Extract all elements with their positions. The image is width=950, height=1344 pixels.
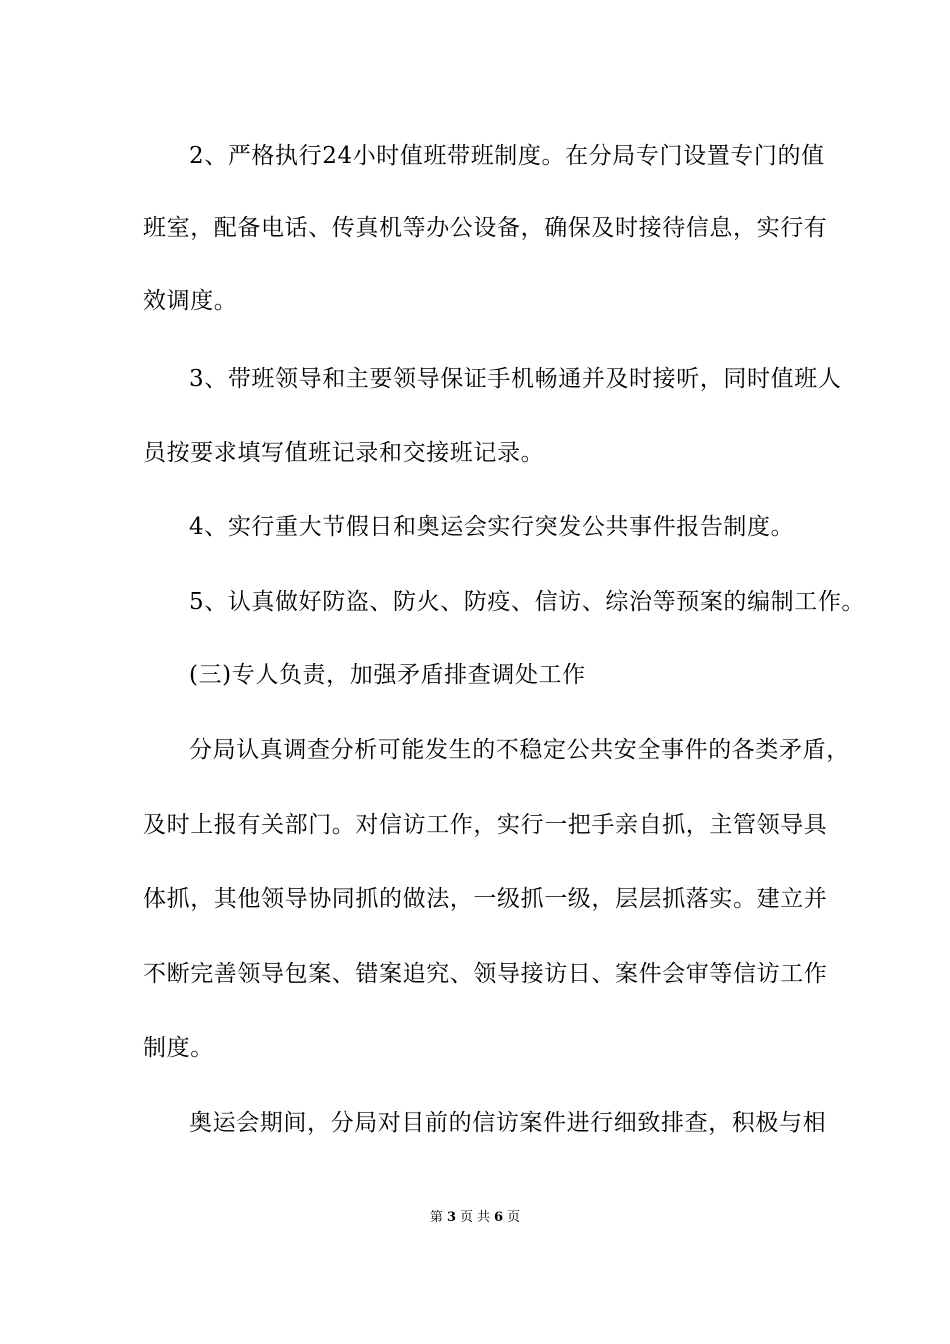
- paragraph-line: 分局认真调查分析可能发生的不稳定公共安全事件的各类矛盾，: [189, 737, 850, 763]
- current-page-number: 3: [446, 1210, 456, 1225]
- paragraph-line: 员按要求填写值班记录和交接班记录。: [143, 440, 545, 466]
- paragraph-line: 及时上报有关部门。对信访工作，实行一把手亲自抓，主管领导具: [143, 812, 828, 838]
- paragraph-line: 制度。: [143, 1035, 214, 1061]
- footer-page-unit: 页: [459, 1210, 473, 1225]
- section-heading: (三)专人负责，加强矛盾排查调处工作: [189, 662, 586, 688]
- footer-total-unit: 页: [507, 1210, 521, 1225]
- paragraph-line: 不断完善领导包案、错案追究、领导接访日、案件会审等信访工作: [143, 961, 828, 987]
- paragraph-line: 2、严格执行24小时值班带班制度。在分局专门设置专门的值: [189, 143, 825, 169]
- paragraph-line: 班室，配备电话、传真机等办公设备，确保及时接待信息，实行有: [143, 215, 828, 241]
- paragraph-line: 体抓，其他领导协同抓的做法，一级抓一级，层层抓落实。建立并: [143, 886, 828, 912]
- paragraph-line: 效调度。: [143, 288, 238, 314]
- total-pages-number: 6: [494, 1210, 504, 1225]
- paragraph-line: 5、认真做好防盗、防火、防疫、信访、综治等预案的编制工作。: [189, 589, 866, 615]
- paragraph-line: 4、实行重大节假日和奥运会实行突发公共事件报告制度。: [189, 514, 795, 540]
- footer-total-word: 共: [477, 1210, 491, 1225]
- footer-prefix: 第: [429, 1210, 443, 1225]
- page-footer: [0, 1210, 950, 1226]
- paragraph-line: 3、带班领导和主要领导保证手机畅通并及时接听，同时值班人: [189, 366, 842, 392]
- paragraph-line: 奥运会期间，分局对目前的信访案件进行细致排查，积极与相: [189, 1110, 827, 1136]
